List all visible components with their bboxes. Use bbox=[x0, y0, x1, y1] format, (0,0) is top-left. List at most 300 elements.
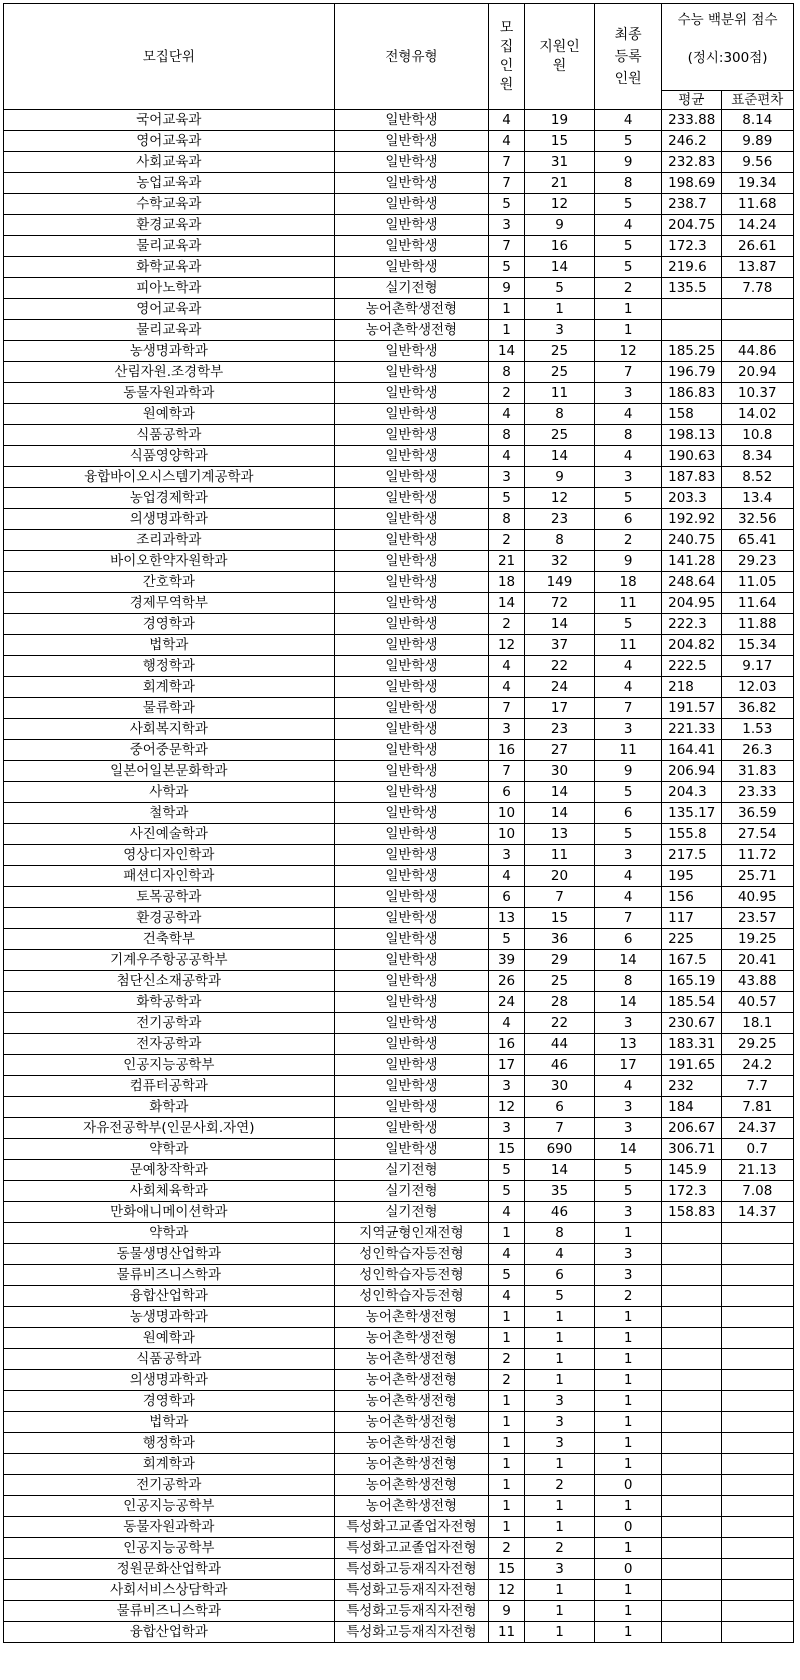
cell-type: 성인학습자등전형 bbox=[334, 1286, 489, 1307]
cell-enrolled: 1 bbox=[595, 1391, 662, 1412]
cell-std-dev: 9.17 bbox=[721, 656, 793, 677]
cell-unit: 환경교육과 bbox=[4, 215, 335, 236]
cell-average bbox=[662, 1286, 721, 1307]
cell-average: 204.95 bbox=[662, 593, 721, 614]
table-row bbox=[4, 467, 794, 488]
cell-average bbox=[662, 1475, 721, 1496]
table-row bbox=[4, 551, 794, 572]
cell-average: 190.63 bbox=[662, 446, 721, 467]
cell-unit: 전기공학과 bbox=[4, 1013, 335, 1034]
cell-unit: 기계우주항공공학부 bbox=[4, 950, 335, 971]
cell-type: 일반학생 bbox=[334, 572, 489, 593]
cell-applicants: 9 bbox=[524, 467, 594, 488]
cell-enrolled: 5 bbox=[595, 194, 662, 215]
cell-unit: 영어교육과 bbox=[4, 299, 335, 320]
cell-average: 222.5 bbox=[662, 656, 721, 677]
cell-quota: 9 bbox=[489, 278, 525, 299]
cell-type: 일반학생 bbox=[334, 257, 489, 278]
cell-type: 일반학생 bbox=[334, 341, 489, 362]
cell-enrolled: 0 bbox=[595, 1559, 662, 1580]
header-unit: 모집단위 bbox=[4, 4, 335, 110]
cell-applicants: 15 bbox=[524, 131, 594, 152]
table-row bbox=[4, 719, 794, 740]
table-row bbox=[4, 761, 794, 782]
cell-unit: 정원문화산업학과 bbox=[4, 1559, 335, 1580]
cell-enrolled: 12 bbox=[595, 341, 662, 362]
table-row bbox=[4, 1475, 794, 1496]
cell-std-dev: 14.24 bbox=[721, 215, 793, 236]
cell-type: 일반학생 bbox=[334, 1013, 489, 1034]
cell-applicants: 6 bbox=[524, 1097, 594, 1118]
cell-applicants: 14 bbox=[524, 1160, 594, 1181]
cell-quota: 10 bbox=[489, 824, 525, 845]
cell-type: 농어촌학생전형 bbox=[334, 1307, 489, 1328]
cell-applicants: 37 bbox=[524, 635, 594, 656]
cell-average: 225 bbox=[662, 929, 721, 950]
table-row bbox=[4, 194, 794, 215]
cell-average: 233.88 bbox=[662, 110, 721, 131]
cell-std-dev: 11.72 bbox=[721, 845, 793, 866]
cell-quota: 2 bbox=[489, 383, 525, 404]
cell-type: 농어촌학생전형 bbox=[334, 1412, 489, 1433]
cell-quota: 16 bbox=[489, 740, 525, 761]
table-row bbox=[4, 677, 794, 698]
table-body bbox=[4, 110, 794, 1643]
cell-unit: 식품공학과 bbox=[4, 1349, 335, 1370]
cell-average bbox=[662, 1454, 721, 1475]
cell-std-dev: 26.61 bbox=[721, 236, 793, 257]
cell-average: 196.79 bbox=[662, 362, 721, 383]
cell-enrolled: 8 bbox=[595, 173, 662, 194]
cell-average bbox=[662, 1244, 721, 1265]
cell-std-dev bbox=[721, 1517, 793, 1538]
table-row bbox=[4, 173, 794, 194]
table-row bbox=[4, 1559, 794, 1580]
cell-applicants: 30 bbox=[524, 761, 594, 782]
cell-enrolled: 14 bbox=[595, 1139, 662, 1160]
header-score-note: (정시:300점) bbox=[687, 50, 768, 66]
table-row bbox=[4, 824, 794, 845]
cell-average: 185.25 bbox=[662, 341, 721, 362]
cell-std-dev bbox=[721, 1580, 793, 1601]
cell-type: 일반학생 bbox=[334, 740, 489, 761]
cell-quota: 4 bbox=[489, 1013, 525, 1034]
cell-enrolled: 5 bbox=[595, 614, 662, 635]
cell-unit: 물류비즈니스학과 bbox=[4, 1601, 335, 1622]
cell-quota: 7 bbox=[489, 761, 525, 782]
cell-type: 특성화고등재직자전형 bbox=[334, 1601, 489, 1622]
cell-type: 농어촌학생전형 bbox=[334, 1475, 489, 1496]
table-row bbox=[4, 1076, 794, 1097]
cell-std-dev: 20.94 bbox=[721, 362, 793, 383]
cell-average: 248.64 bbox=[662, 572, 721, 593]
cell-unit: 사진예술학과 bbox=[4, 824, 335, 845]
cell-applicants: 46 bbox=[524, 1055, 594, 1076]
cell-std-dev: 18.1 bbox=[721, 1013, 793, 1034]
cell-std-dev bbox=[721, 1475, 793, 1496]
cell-unit: 패션디자인학과 bbox=[4, 866, 335, 887]
cell-type: 일반학생 bbox=[334, 1139, 489, 1160]
cell-enrolled: 11 bbox=[595, 593, 662, 614]
cell-applicants: 12 bbox=[524, 194, 594, 215]
cell-average: 164.41 bbox=[662, 740, 721, 761]
table-row bbox=[4, 908, 794, 929]
cell-quota: 4 bbox=[489, 1202, 525, 1223]
table-row bbox=[4, 236, 794, 257]
cell-average: 195 bbox=[662, 866, 721, 887]
cell-enrolled: 1 bbox=[595, 1433, 662, 1454]
cell-std-dev: 8.34 bbox=[721, 446, 793, 467]
table-row bbox=[4, 1160, 794, 1181]
cell-unit: 원예학과 bbox=[4, 404, 335, 425]
cell-std-dev: 40.95 bbox=[721, 887, 793, 908]
table-row bbox=[4, 341, 794, 362]
cell-unit: 약학과 bbox=[4, 1139, 335, 1160]
cell-type: 성인학습자등전형 bbox=[334, 1244, 489, 1265]
cell-applicants: 8 bbox=[524, 404, 594, 425]
cell-applicants: 1 bbox=[524, 299, 594, 320]
cell-unit: 전자공학과 bbox=[4, 1034, 335, 1055]
cell-unit: 영상디자인학과 bbox=[4, 845, 335, 866]
cell-unit: 농생명과학과 bbox=[4, 1307, 335, 1328]
cell-type: 일반학생 bbox=[334, 194, 489, 215]
cell-unit: 동물자원과학과 bbox=[4, 383, 335, 404]
cell-enrolled: 4 bbox=[595, 446, 662, 467]
table-row bbox=[4, 614, 794, 635]
cell-enrolled: 1 bbox=[595, 1412, 662, 1433]
cell-std-dev bbox=[721, 1286, 793, 1307]
cell-enrolled: 9 bbox=[595, 152, 662, 173]
cell-enrolled: 1 bbox=[595, 299, 662, 320]
cell-quota: 1 bbox=[489, 1412, 525, 1433]
cell-enrolled: 1 bbox=[595, 1370, 662, 1391]
cell-applicants: 690 bbox=[524, 1139, 594, 1160]
cell-type: 일반학생 bbox=[334, 908, 489, 929]
cell-std-dev: 27.54 bbox=[721, 824, 793, 845]
cell-enrolled: 3 bbox=[595, 719, 662, 740]
cell-std-dev: 29.23 bbox=[721, 551, 793, 572]
cell-std-dev: 0.7 bbox=[721, 1139, 793, 1160]
cell-quota: 4 bbox=[489, 656, 525, 677]
cell-unit: 수학교육과 bbox=[4, 194, 335, 215]
table-row bbox=[4, 593, 794, 614]
cell-applicants: 31 bbox=[524, 152, 594, 173]
cell-type: 특성화고교졸업자전형 bbox=[334, 1517, 489, 1538]
table-row bbox=[4, 845, 794, 866]
cell-applicants: 5 bbox=[524, 278, 594, 299]
cell-quota: 10 bbox=[489, 803, 525, 824]
cell-enrolled: 1 bbox=[595, 1454, 662, 1475]
cell-enrolled: 5 bbox=[595, 131, 662, 152]
cell-average: 203.3 bbox=[662, 488, 721, 509]
cell-type: 일반학생 bbox=[334, 236, 489, 257]
table-row bbox=[4, 362, 794, 383]
cell-applicants: 1 bbox=[524, 1622, 594, 1643]
cell-unit: 물류학과 bbox=[4, 698, 335, 719]
cell-type: 일반학생 bbox=[334, 215, 489, 236]
cell-type: 일반학생 bbox=[334, 383, 489, 404]
cell-unit: 문예창작학과 bbox=[4, 1160, 335, 1181]
cell-average: 156 bbox=[662, 887, 721, 908]
cell-applicants: 7 bbox=[524, 1118, 594, 1139]
cell-unit: 사회서비스상담학과 bbox=[4, 1580, 335, 1601]
cell-average: 183.31 bbox=[662, 1034, 721, 1055]
cell-average bbox=[662, 1538, 721, 1559]
cell-std-dev: 25.71 bbox=[721, 866, 793, 887]
cell-quota: 1 bbox=[489, 1307, 525, 1328]
table-row bbox=[4, 1139, 794, 1160]
cell-enrolled: 3 bbox=[595, 1244, 662, 1265]
cell-quota: 15 bbox=[489, 1139, 525, 1160]
cell-std-dev: 24.2 bbox=[721, 1055, 793, 1076]
cell-std-dev bbox=[721, 1223, 793, 1244]
cell-quota: 18 bbox=[489, 572, 525, 593]
cell-unit: 물류비즈니스학과 bbox=[4, 1265, 335, 1286]
cell-unit: 전기공학과 bbox=[4, 1475, 335, 1496]
cell-average: 217.5 bbox=[662, 845, 721, 866]
cell-applicants: 2 bbox=[524, 1538, 594, 1559]
cell-applicants: 1 bbox=[524, 1370, 594, 1391]
cell-average: 165.19 bbox=[662, 971, 721, 992]
cell-enrolled: 11 bbox=[595, 740, 662, 761]
header-quota-label: 모집인원 bbox=[499, 19, 514, 93]
table-row bbox=[4, 215, 794, 236]
cell-quota: 7 bbox=[489, 173, 525, 194]
cell-std-dev: 20.41 bbox=[721, 950, 793, 971]
cell-type: 일반학생 bbox=[334, 362, 489, 383]
cell-applicants: 25 bbox=[524, 362, 594, 383]
table-row bbox=[4, 1601, 794, 1622]
cell-average bbox=[662, 1559, 721, 1580]
cell-unit: 물리교육과 bbox=[4, 320, 335, 341]
cell-quota: 4 bbox=[489, 1244, 525, 1265]
cell-type: 특성화고교졸업자전형 bbox=[334, 1538, 489, 1559]
cell-std-dev: 23.33 bbox=[721, 782, 793, 803]
cell-quota: 3 bbox=[489, 1076, 525, 1097]
cell-average: 155.8 bbox=[662, 824, 721, 845]
table-row bbox=[4, 1622, 794, 1643]
cell-type: 일반학생 bbox=[334, 635, 489, 656]
cell-applicants: 3 bbox=[524, 320, 594, 341]
cell-unit: 화학과 bbox=[4, 1097, 335, 1118]
cell-std-dev: 8.52 bbox=[721, 467, 793, 488]
table-row bbox=[4, 929, 794, 950]
cell-type: 일반학생 bbox=[334, 110, 489, 131]
cell-type: 일반학생 bbox=[334, 404, 489, 425]
cell-enrolled: 4 bbox=[595, 677, 662, 698]
cell-enrolled: 3 bbox=[595, 1202, 662, 1223]
cell-enrolled: 7 bbox=[595, 698, 662, 719]
cell-enrolled: 3 bbox=[595, 845, 662, 866]
cell-unit: 회계학과 bbox=[4, 1454, 335, 1475]
cell-enrolled: 1 bbox=[595, 1601, 662, 1622]
table-row bbox=[4, 488, 794, 509]
cell-applicants: 16 bbox=[524, 236, 594, 257]
header-average: 평균 bbox=[662, 91, 721, 110]
table-row bbox=[4, 509, 794, 530]
table-row bbox=[4, 383, 794, 404]
cell-std-dev: 24.37 bbox=[721, 1118, 793, 1139]
cell-average bbox=[662, 320, 721, 341]
cell-std-dev: 12.03 bbox=[721, 677, 793, 698]
cell-quota: 1 bbox=[489, 1517, 525, 1538]
cell-average bbox=[662, 1391, 721, 1412]
table-header bbox=[4, 4, 794, 110]
cell-type: 일반학생 bbox=[334, 782, 489, 803]
cell-std-dev: 9.89 bbox=[721, 131, 793, 152]
cell-average: 186.83 bbox=[662, 383, 721, 404]
cell-average: 158.83 bbox=[662, 1202, 721, 1223]
table-row bbox=[4, 1202, 794, 1223]
cell-enrolled: 5 bbox=[595, 782, 662, 803]
cell-enrolled: 13 bbox=[595, 1034, 662, 1055]
cell-quota: 4 bbox=[489, 404, 525, 425]
cell-type: 특성화고등재직자전형 bbox=[334, 1622, 489, 1643]
table-row bbox=[4, 1538, 794, 1559]
header-score-title: 수능 백분위 점수 bbox=[677, 12, 778, 28]
cell-applicants: 22 bbox=[524, 1013, 594, 1034]
cell-std-dev: 8.14 bbox=[721, 110, 793, 131]
table-row bbox=[4, 1055, 794, 1076]
cell-average bbox=[662, 1349, 721, 1370]
cell-enrolled: 1 bbox=[595, 1538, 662, 1559]
cell-type: 일반학생 bbox=[334, 866, 489, 887]
cell-average: 198.13 bbox=[662, 425, 721, 446]
cell-enrolled: 3 bbox=[595, 1013, 662, 1034]
table-row bbox=[4, 866, 794, 887]
cell-std-dev: 14.02 bbox=[721, 404, 793, 425]
cell-type: 일반학생 bbox=[334, 1055, 489, 1076]
table-row bbox=[4, 110, 794, 131]
cell-std-dev: 31.83 bbox=[721, 761, 793, 782]
cell-applicants: 32 bbox=[524, 551, 594, 572]
cell-type: 일반학생 bbox=[334, 698, 489, 719]
cell-average: 141.28 bbox=[662, 551, 721, 572]
cell-std-dev: 14.37 bbox=[721, 1202, 793, 1223]
cell-applicants: 44 bbox=[524, 1034, 594, 1055]
cell-std-dev bbox=[721, 299, 793, 320]
cell-enrolled: 6 bbox=[595, 929, 662, 950]
cell-average: 145.9 bbox=[662, 1160, 721, 1181]
cell-enrolled: 2 bbox=[595, 1286, 662, 1307]
cell-unit: 경제무역학부 bbox=[4, 593, 335, 614]
cell-type: 일반학생 bbox=[334, 131, 489, 152]
cell-quota: 17 bbox=[489, 1055, 525, 1076]
cell-average: 204.75 bbox=[662, 215, 721, 236]
cell-quota: 4 bbox=[489, 677, 525, 698]
cell-enrolled: 3 bbox=[595, 1097, 662, 1118]
cell-type: 일반학생 bbox=[334, 929, 489, 950]
cell-enrolled: 1 bbox=[595, 320, 662, 341]
cell-applicants: 14 bbox=[524, 803, 594, 824]
cell-enrolled: 1 bbox=[595, 1307, 662, 1328]
cell-enrolled: 4 bbox=[595, 656, 662, 677]
table-row bbox=[4, 1244, 794, 1265]
table-row bbox=[4, 782, 794, 803]
table-row bbox=[4, 740, 794, 761]
cell-average: 204.82 bbox=[662, 635, 721, 656]
cell-quota: 13 bbox=[489, 908, 525, 929]
cell-unit: 의생명과학과 bbox=[4, 1370, 335, 1391]
cell-quota: 5 bbox=[489, 1265, 525, 1286]
cell-unit: 인공지능공학부 bbox=[4, 1055, 335, 1076]
cell-quota: 12 bbox=[489, 1580, 525, 1601]
cell-unit: 화학공학과 bbox=[4, 992, 335, 1013]
cell-applicants: 1 bbox=[524, 1307, 594, 1328]
cell-applicants: 14 bbox=[524, 782, 594, 803]
cell-quota: 26 bbox=[489, 971, 525, 992]
cell-type: 농어촌학생전형 bbox=[334, 1328, 489, 1349]
cell-type: 일반학생 bbox=[334, 1118, 489, 1139]
table-row bbox=[4, 278, 794, 299]
cell-applicants: 2 bbox=[524, 1475, 594, 1496]
table-row bbox=[4, 1034, 794, 1055]
cell-enrolled: 5 bbox=[595, 824, 662, 845]
cell-average: 204.3 bbox=[662, 782, 721, 803]
cell-type: 일반학생 bbox=[334, 761, 489, 782]
cell-unit: 식품영양학과 bbox=[4, 446, 335, 467]
cell-unit: 회계학과 bbox=[4, 677, 335, 698]
cell-unit: 피아노학과 bbox=[4, 278, 335, 299]
cell-std-dev bbox=[721, 1601, 793, 1622]
cell-average: 191.57 bbox=[662, 698, 721, 719]
cell-std-dev: 65.41 bbox=[721, 530, 793, 551]
cell-unit: 동물자원과학과 bbox=[4, 1517, 335, 1538]
cell-enrolled: 2 bbox=[595, 278, 662, 299]
cell-quota: 3 bbox=[489, 467, 525, 488]
cell-unit: 사회복지학과 bbox=[4, 719, 335, 740]
cell-std-dev bbox=[721, 1370, 793, 1391]
cell-applicants: 15 bbox=[524, 908, 594, 929]
cell-enrolled: 4 bbox=[595, 887, 662, 908]
cell-std-dev: 10.8 bbox=[721, 425, 793, 446]
cell-std-dev: 36.82 bbox=[721, 698, 793, 719]
cell-unit: 조리과학과 bbox=[4, 530, 335, 551]
cell-average bbox=[662, 1307, 721, 1328]
cell-applicants: 6 bbox=[524, 1265, 594, 1286]
cell-quota: 6 bbox=[489, 782, 525, 803]
cell-applicants: 46 bbox=[524, 1202, 594, 1223]
cell-std-dev: 7.08 bbox=[721, 1181, 793, 1202]
cell-unit: 융합바이오시스템기계공학과 bbox=[4, 467, 335, 488]
table-row bbox=[4, 1454, 794, 1475]
cell-applicants: 4 bbox=[524, 1244, 594, 1265]
cell-enrolled: 4 bbox=[595, 404, 662, 425]
cell-unit: 영어교육과 bbox=[4, 131, 335, 152]
cell-enrolled: 9 bbox=[595, 551, 662, 572]
cell-average: 222.3 bbox=[662, 614, 721, 635]
cell-quota: 1 bbox=[489, 1496, 525, 1517]
cell-average bbox=[662, 1580, 721, 1601]
cell-std-dev bbox=[721, 1538, 793, 1559]
cell-average: 240.75 bbox=[662, 530, 721, 551]
cell-quota: 3 bbox=[489, 719, 525, 740]
cell-unit: 동물생명산업학과 bbox=[4, 1244, 335, 1265]
cell-unit: 물리교육과 bbox=[4, 236, 335, 257]
cell-average: 246.2 bbox=[662, 131, 721, 152]
cell-enrolled: 7 bbox=[595, 908, 662, 929]
table-row bbox=[4, 572, 794, 593]
cell-enrolled: 1 bbox=[595, 1622, 662, 1643]
cell-enrolled: 5 bbox=[595, 1160, 662, 1181]
cell-type: 일반학생 bbox=[334, 488, 489, 509]
cell-quota: 2 bbox=[489, 530, 525, 551]
cell-std-dev bbox=[721, 1328, 793, 1349]
cell-quota: 8 bbox=[489, 509, 525, 530]
cell-enrolled: 14 bbox=[595, 992, 662, 1013]
cell-quota: 21 bbox=[489, 551, 525, 572]
cell-std-dev: 21.13 bbox=[721, 1160, 793, 1181]
